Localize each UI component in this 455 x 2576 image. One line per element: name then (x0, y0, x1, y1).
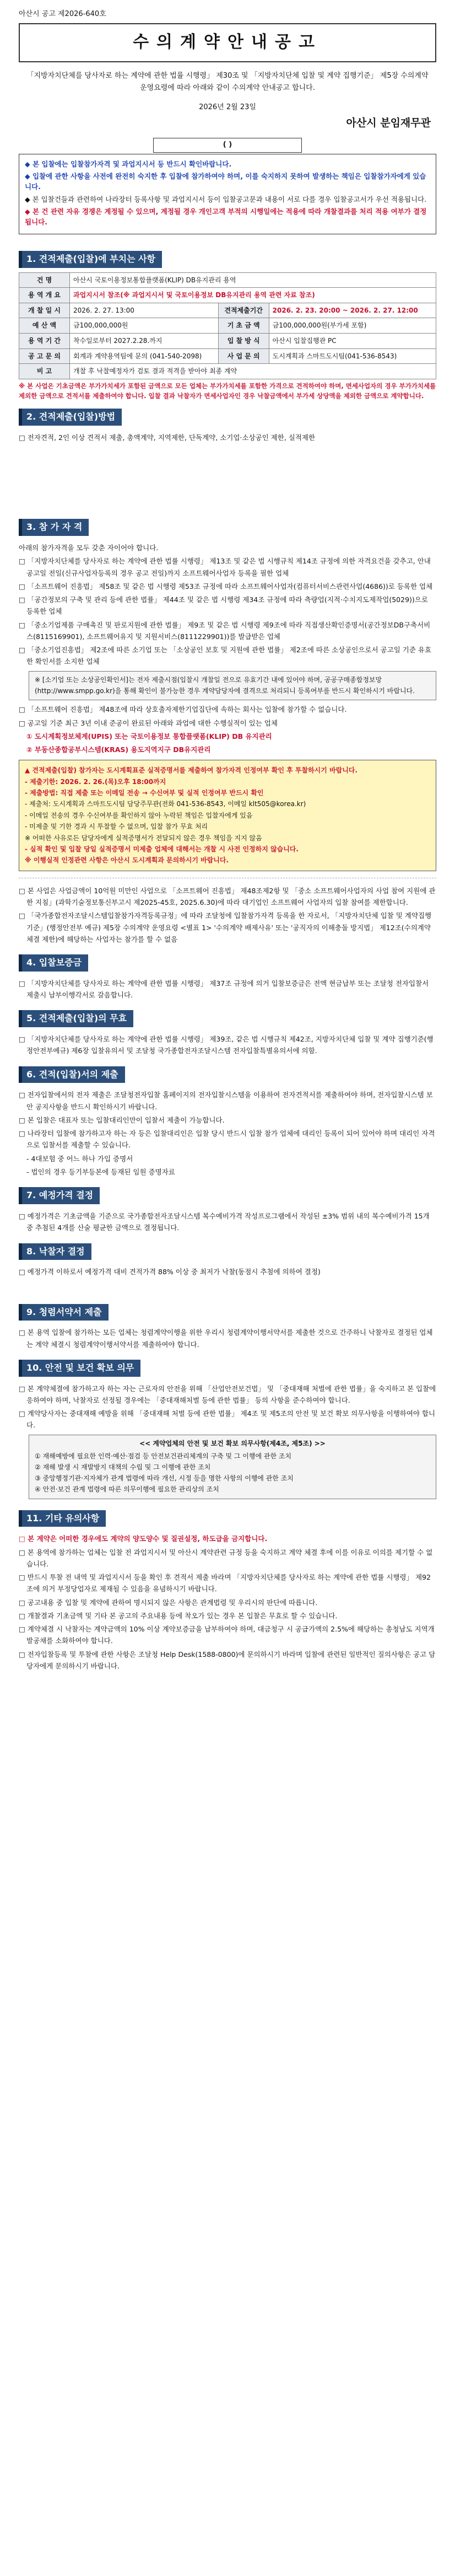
table-row (19, 364, 436, 379)
notice-box (19, 154, 436, 234)
experience-item: ② 부동산종합공부시스템(KRAS) 용도지역지구 DB유지관리 (26, 745, 211, 754)
misc-item: □ 개찰결과 기초금액 및 기타 본 공고의 주요내용 등에 착오가 있는 경우 본 입찰은 무효로 할 수 있습니다. (19, 1611, 338, 1620)
misc-item: □ 공고내용 중 입찰 및 계약에 관하여 명시되지 않은 사항은 관계법령 및 우리시의 판단에 따릅니다. (19, 1598, 318, 1607)
safety-item: □ 계약당사자는 중대재해 예방을 위해 「중대재해 처벌 등에 관한 법률」 제4조 및 제5조의 안전 및 보건 확보 의무사항을 이행하여야 합니다. (19, 1409, 436, 1430)
small-business-note: ※ [소기업 또는 소상공인확인서]는 전자 제출시점(입찰시 개찰일 전으로 유효기간 내에 있어야 하며, 공공구매종합정보망(http://www.smpp.go.kr)을 통해 확인이 불가능한 경우 계약담당자에 결격으로 처리되니 등록여부를 반드시 확인하시기 바랍니다. (29, 671, 436, 701)
qualification-item: □ 「중소기업제품 구매촉진 및 판로지원에 관한 법률」 제9조 및 같은 법 시행령 제9조에 따라 직접생산확인증명서(공간정보DB구축서비스(8115169901), 소프트웨어유지 및 지원서비스(8111229901))를 발급받은 업체 (19, 620, 431, 641)
qualification-item: □ 「소프트웨어 진흥법」 제48조에 따라 상호출자제한기업집단에 속하는 회사는 입찰에 참가할 수 없습니다. (19, 705, 347, 714)
deposit-text: □ 「지방자치단체를 당사자로 하는 계약에 관한 법률 시행령」 제37조 규정에 의거 입찰보증금은 전액 현금납부 또는 조달청 전자입찰서 제출시 납부이행각서로 갈음합니다. (19, 979, 429, 1000)
yellow-line: ※ 이행실적 인정관련 사항은 아산시 도시계획과 문의하시기 바랍니다. (25, 856, 229, 865)
row-key: 사 업 문 의 (218, 348, 269, 364)
row-key: 개 찰 일 시 (19, 303, 70, 318)
qualification-item: □ 본 사업은 사업금액이 10억원 미만인 사업으로 「소프트웨어 진흥법」 제48조제2항 및 「중소 소프트웨어사업자의 사업 참여 지원에 관한 지침」(과학기술정보통신부고시 제2025-45호, 2025.6.30)에 따라 대기업인 소프트웨어 사업자의 입찰 참여를 제한합니다. (19, 886, 436, 907)
yellow-line: ※ 어떠한 사유로든 담당자에게 실적증명서가 전달되지 않은 경우 책임을 지지 않음 (25, 834, 262, 842)
invalid-text: □ 「지방자치단체를 당사자로 하는 계약에 관한 법률 시행령」 제39조, 같은 법 시행규칙 제42조, 지방자치단체 입찰 및 계약 집행기준(행정안전부예규) 제6장 입찰유의서 및 조달청 국가종합전자조달시스템 전자입찰특별유의서에 의함. (19, 1035, 434, 1055)
table-row (19, 333, 436, 348)
safety-duties-title: << 계약업체의 안전 및 보건 확보 의무사항(제4조, 제5조) >> (139, 1439, 326, 1447)
safety-duties-box (29, 1435, 436, 1499)
page-title: 수의계약안내공고 (133, 33, 322, 52)
qualification-item: □ 「공간정보의 구축 및 관리 등에 관한 법률」 제44조 및 같은 법 시행령 제34조 규정에 따라 측량업(지적·수치지도제작업(5029))으로 등록한 업체 (19, 595, 428, 616)
overview-table (19, 272, 436, 379)
notice-item: ◆ 본 건 관련 자유 경쟁은 계정될 수 있으며, 계정될 경우 개인고객 부적의 시행일에는 적용에 따라 개찰결과를 처리 적용 여부가 결정됩니다. (25, 207, 427, 227)
section-heading-9: 9. 청렴서약서 제출 (19, 1304, 109, 1321)
row-value: 금100,000,000원 (70, 318, 219, 334)
safety-duty: ④ 안전·보건 관계 법령에 따른 의무이행에 필요한 관리상의 조치 (35, 1485, 219, 1493)
award-text: □ 예정가격 이하로서 예정가격 대비 견적가격 88% 이상 중 최저가 낙찰(동점시 추첨에 의하여 결정) (19, 1268, 321, 1276)
safety-item: □ 본 계약체결에 참가하고자 하는 자는 근로자의 안전을 위해 「산업안전보건법」 및 「중대재해 처벌에 관한 법률」을 숙지하고 본 입찰에 응하여야 하며, 낙찰자로 선정될 경우에는 「중대재해처벌 등에 관한 법률」 등의 사항을 준수하여야 합니다. (19, 1384, 436, 1404)
safety-duty: ② 재해 발생 시 재발방지 대책의 수립 및 그 이행에 관한 조치 (35, 1463, 211, 1472)
yellow-line: - 제출방법: 직접 제출 또는 이메일 전송 → 수신여부 및 실적 인정여부 반드시 확인 (25, 789, 264, 797)
row-value: 아산시 입찰집행관 PC (269, 333, 436, 348)
notice-item: ◆ 입찰에 관한 사항을 사전에 완전히 숙지한 후 입찰에 참가하여야 하며, 이를 숙지하지 못하여 발생하는 책임은 입찰참가자에게 있습니다. (25, 171, 426, 191)
notice-date: 2026년 2월 23일 (199, 103, 256, 111)
section-heading-8: 8. 낙찰자 결정 (19, 1243, 91, 1260)
row-key: 공 고 문 의 (19, 348, 70, 364)
row-value: 도시계획과 스마트도시팀(041-536-8543) (269, 348, 436, 364)
safety-duty: ① 재해예방에 필요한 인력·예산·점검 등 안전보건관리체계의 구축 및 그 이행에 관한 조치 (35, 1452, 292, 1461)
row-key: 용 역 기 간 (19, 333, 70, 348)
qualification-item: □ 「중소기업진흥법」 제2조에 따른 소기업 또는 「소상공인 보호 및 지원에 관한 법률」 제2조에 따른 소상공인으로서 공고일 기준 유효한 확인서를 소지한 업체 (19, 646, 432, 666)
title-box (19, 23, 436, 62)
row-key: 비 고 (19, 364, 70, 379)
qualification-item: □ 「지방자치단체를 당사자로 하는 계약에 관한 법률 시행령」 제13조 및 같은 법 시행규칙 제14조 규정에 의한 자격요건을 갖추고, 안내공고일 전일(신규사업자등록의 경우 공고 전일)까지 소프트웨어사업자 등록을 필한 업체 (19, 557, 431, 577)
qualification-item: □ 「소프트웨어 진흥법」 제58조 및 같은 법 시행령 제53조 규정에 따라 소프트웨어사업자(컴퓨터서비스관련사업(4686))로 등록한 업체 (19, 582, 433, 591)
misc-item: □ 본 용역에 참가하는 업체는 입찰 전 과업지시서 및 아산시 계약관련 규정 등을 숙지하고 계약 체결 후에 이를 이유로 이의를 제기할 수 없습니다. (19, 1548, 433, 1568)
experience-submission-box (19, 760, 436, 871)
row-key: 견적제출기간 (218, 303, 269, 318)
notice-item: ◆ 본 입찰에는 입찰참가자격 및 과업지시서 등 반드시 확인바랍니다. (25, 159, 232, 168)
submission-subitem: - 4대보험 중 어느 하나 가입 증명서 (26, 1154, 133, 1163)
section-heading-3: 3. 참 가 자 격 (19, 519, 89, 536)
notice-number: 아산시 공고 제2026-640호 (19, 10, 106, 18)
row-key: 입 찰 방 식 (218, 333, 269, 348)
section-heading-2: 2. 견적제출(입찰)방법 (19, 409, 122, 426)
row-value: 금100,000,000원(부가세 포함) (269, 318, 436, 334)
yellow-line: - 이메일 전송의 경우 수신여부를 확인하지 않아 누락된 책임은 입찰자에게 있음 (25, 811, 253, 819)
row-key: 용 역 개 요 (19, 288, 70, 303)
integrity-text: □ 본 용역 입찰에 참가하는 모든 업체는 청렴계약이행을 위한 우리시 청렴계약이행서약서를 제출한 것으로 간주하니 낙찰자로 결정된 업체는 계약 체결시 청렴계약이행서약서를 제출하여야 합니다. (19, 1328, 433, 1349)
qualification-item: □ 「국가종합전자조달시스템입찰참가자격등록규정」에 따라 조달청에 입찰참가자격 등록을 한 자로서, 「지방자치단체 입찰 및 계약집행기준」(행정안전부 예규) 제5장 수의계약 운영요령 <별표 1> '수의계약 배제사유' 또는 '공직자의 이해충돌 방지법」 제12조(수의계약 체결 제한)에 해당하는 사업자는 참가를 할 수 없음 (19, 911, 432, 943)
row-key: 건 명 (19, 272, 70, 288)
yellow-line: - 실적 확인 및 입찰 당일 실적증명서 미제출 업체에 대해서는 개찰 시 사전 인정하지 않습니다. (25, 845, 299, 854)
yellow-line: - 제출기한: 2026. 2. 26.(목)오후 18:00까지 (25, 777, 166, 786)
submission-item: □ 나라장터 입찰에 참가하고자 하는 자 등은 입찰대리인은 입찰 당시 반드시 입찰 참가 업체에 대리인 등록이 되어 있어야 하며 대리인 자격으로 입찰서를 제출할 수 있습니다. (19, 1129, 435, 1150)
section-heading-10: 10. 안전 및 보건 확보 의무 (19, 1360, 140, 1377)
vat-note: ※ 본 사업은 기초금액은 부가가치세가 포함된 금액으로 모든 업체는 부가가치세를 포함한 가격으로 견적하여야 하며, 면세사업자의 경우 부가가치세를 제외한 금액으로 견적서를 제출하여야 합니다. 입찰 결과 낙찰자가 면세사업자인 경우 낙찰금액에서 부가세 상당액을 제외한 금액으로 계약합니다. (19, 382, 436, 400)
yellow-line: - 미제출 및 기한 경과 시 투찰할 수 없으며, 입찰 참가 무효 처리 (25, 823, 208, 831)
safety-duty: ③ 중앙행정기관·지자체가 관계 법령에 따라 개선, 시정 등을 명한 사항의 이행에 관한 조치 (35, 1474, 294, 1483)
table-row (19, 272, 436, 288)
row-value: 회계과 계약용역팀에 문의 (041-540-2098) (70, 348, 219, 364)
section-heading-4: 4. 입찰보증금 (19, 954, 88, 972)
yellow-line: ▲ 견적제출(입찰) 참가자는 도시계획표준 실적증명서를 제출하여 참가자격 인정여부 확인 후 투찰하시기 바랍니다. (25, 766, 358, 775)
intro-text: 「지방자치단체를 당사자로 하는 계약에 관한 법률 시행령」 제30조 및 「지방자치단체 입찰 및 계약 집행기준」 제5장 수의계약 운영요령에 따라 아래와 같이 수의계약 안내공고 합니다. (26, 71, 429, 92)
paren-box: ( ) (153, 138, 302, 152)
misc-item: □ 반드시 투찰 전 내역 및 과업지시서 등을 확인 후 견적서 제출 바라며 「지방자치단체를 당사자로 하는 계약에 관한 법률 시행령」 제92조에 의거 부정당업자로 제재될 수 있음을 유념하시기 바랍니다. (19, 1573, 431, 1593)
price-text: □ 예정가격은 기초금액을 기준으로 국가종합전자조달시스템 복수예비가격 작성프로그램에서 작성된 ±3% 범위 내의 복수예비가격 15개 중 추첨된 4개를 산술 평균한 금액으로 결정됩니다. (19, 1212, 430, 1232)
row-value: 착수일로부터 2027.2.28.까지 (70, 333, 219, 348)
submission-subitem: - 법인의 경우 등기부등본에 등재된 임원 증명자료 (26, 1167, 175, 1176)
experience-item: ① 도시계획정보체계(UPIS) 또는 국토이용정보 통합플랫폼(KLIP) DB 유지관리 (26, 732, 272, 740)
method-text: □ 전자견적, 2인 이상 견적서 제출, 총액계약, 지역제한, 단독계약, 소기업·소상공인 제한, 실적제한 (19, 433, 316, 442)
row-key: 기 초 금 액 (218, 318, 269, 334)
issuer: 아산시 분임재무관 (346, 116, 431, 129)
misc-item: □ 계약체결 시 낙찰자는 계약금액의 10% 이상 계약보증금을 납부하여야 하며, 대금청구 시 공급가액의 2.5%에 해당하는 총청남도 지역개발공채를 소화하여야 합니다. (19, 1625, 435, 1645)
row-value: 2026. 2. 27. 13:00 (70, 303, 219, 318)
row-value: 아산시 국토이용정보통합플랫폼(KLIP) DB유지관리 용역 (70, 272, 436, 288)
table-row (19, 303, 436, 318)
notice-item: ◆ 본 입찰건들과 관련하여 나라장터 등록사항 및 과업지시서 등이 입찰공고문과 내용이 서로 다를 경우 입찰공고서가 우선 적용됩니다. (25, 195, 427, 203)
table-row (19, 348, 436, 364)
submission-item: □ 전자입찰에서의 전자 제출은 조달청전자입찰 홈페이지의 전자입찰시스템을 이용하여 전자견적서를 제출하여야 하며, 전자입찰시스템 보안 공지사항을 반드시 확인하시기 바랍니다. (19, 1091, 433, 1111)
yellow-line: - 제출처: 도시계획과 스마트도시팀 담당주무관(전화 041-536-8543, 이메일 klt505@korea.kr) (25, 800, 306, 808)
section-heading-1: 1. 견적제출(입찰)에 부치는 사항 (19, 251, 162, 268)
row-key: 예 산 액 (19, 318, 70, 334)
section-heading-5: 5. 견적제출(입찰)의 무효 (19, 1010, 133, 1027)
section-heading-7: 7. 예정가격 결정 (19, 1187, 100, 1204)
qualification-item: □ 공고일 기준 최근 3년 이내 준공이 완료된 아래와 과업에 대한 수행실적이 있는 업체 (19, 718, 278, 727)
table-row (19, 318, 436, 334)
misc-item: □ 전자입찰등록 및 투찰에 관한 사항은 조달청 Help Desk(1588-0800)에 문의하시기 바라며 입찰에 관련된 일반적인 질의사항은 공고 담당자에게 문의하시기 바랍니다. (19, 1650, 436, 1670)
row-value: 2026. 2. 23. 20:00 ~ 2026. 2. 27. 12:00 (269, 303, 436, 318)
submission-item: □ 본 입찰은 대표자 또는 입찰대리인만이 입찰서 제출이 가능합니다. (19, 1115, 225, 1124)
table-row (19, 288, 436, 303)
section-heading-11: 11. 기타 유의사항 (19, 1510, 106, 1527)
row-value: 과업지시서 참조(※ 과업지시서 및 국토이용정보 DB유지관리 용역 관련 자료 참조) (70, 288, 436, 303)
section-heading-6: 6. 견적(입찰)서의 제출 (19, 1066, 125, 1083)
misc-item: □ 본 계약은 어떠한 경우에도 계약의 양도양수 및 질권설정, 하도급을 금지합니다. (19, 1534, 268, 1543)
row-value: 개찰 후 낙찰예정자가 검토 결과 적격을 받아야 최종 계약 (70, 364, 436, 379)
qualification-lead: 아래의 참가자격을 모두 갖춘 자이어야 합니다. (19, 544, 159, 552)
